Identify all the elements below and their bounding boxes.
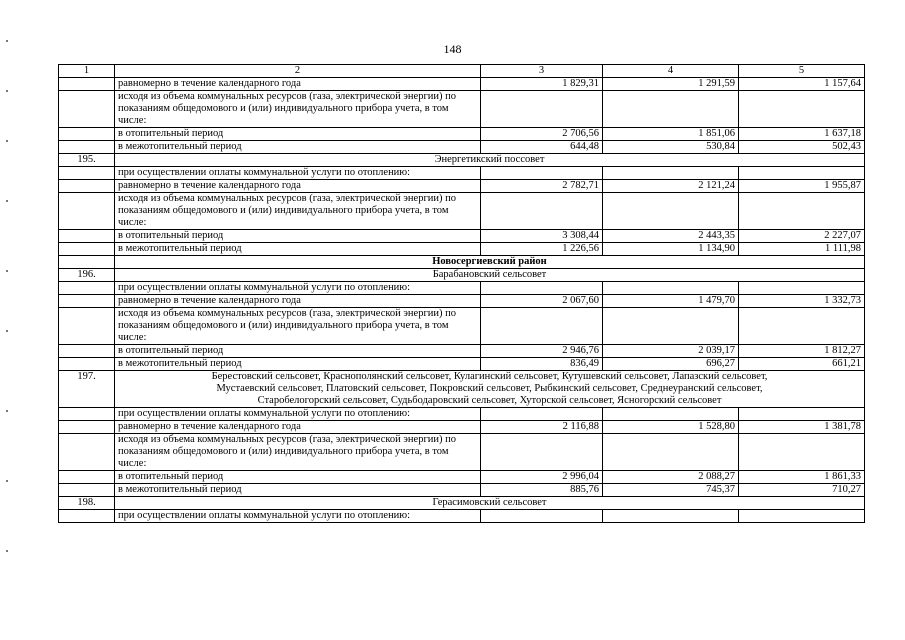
row-number-cell: [59, 471, 115, 484]
row-description: в межотопительный период: [115, 141, 481, 154]
value-col-4: 1 851,06: [603, 128, 739, 141]
row-number-cell: [59, 193, 115, 230]
value-col-5: [739, 91, 865, 128]
value-col-3: [481, 510, 603, 523]
row-description: равномерно в течение календарного года: [115, 421, 481, 434]
row-number-cell: [59, 230, 115, 243]
row-description: в отопительный период: [115, 128, 481, 141]
row-number-cell: [59, 167, 115, 180]
value-col-3: [481, 167, 603, 180]
row-number-cell: [59, 243, 115, 256]
value-col-5: [739, 434, 865, 471]
table-row: [59, 128, 865, 141]
section-number: 198.: [59, 497, 115, 510]
section-title-line: Старобелогорский сельсовет, Судьбодаровский сельсовет, Хуторской сельсовет, Ясногорский сельсовет: [257, 395, 722, 406]
value-col-5: 1 111,98: [739, 243, 865, 256]
value-col-3: 2 067,60: [481, 295, 603, 308]
value-col-4: 2 121,24: [603, 180, 739, 193]
tariff-table: [58, 64, 865, 523]
table-row: [59, 471, 865, 484]
value-col-5: 502,43: [739, 141, 865, 154]
header-col-2: 2: [115, 65, 481, 78]
margin-marks: [6, 30, 10, 590]
row-number-cell: [59, 308, 115, 345]
value-col-5: 1 861,33: [739, 471, 865, 484]
section-number: 197.: [59, 371, 115, 408]
value-col-5: [739, 408, 865, 421]
page-number: 148: [443, 42, 462, 56]
table-row: [59, 510, 865, 523]
value-col-5: [739, 510, 865, 523]
value-col-5: [739, 167, 865, 180]
value-col-5: 710,27: [739, 484, 865, 497]
value-col-3: [481, 193, 603, 230]
row-number-cell: [59, 434, 115, 471]
header-col-4: 4: [603, 65, 739, 78]
value-col-3: 3 308,44: [481, 230, 603, 243]
value-col-3: 1 226,56: [481, 243, 603, 256]
value-col-3: 836,49: [481, 358, 603, 371]
section-title: Барабановский сельсовет: [115, 269, 865, 282]
table-row: [59, 497, 865, 510]
table-row: [59, 371, 865, 408]
district-title: Новосергиевский район: [115, 256, 865, 269]
value-col-4: 696,27: [603, 358, 739, 371]
section-title: Герасимовский сельсовет: [115, 497, 865, 510]
value-col-4: 530,84: [603, 141, 739, 154]
row-number-cell: [59, 180, 115, 193]
value-col-5: 1 955,87: [739, 180, 865, 193]
row-number-cell: [59, 128, 115, 141]
value-col-4: 2 443,35: [603, 230, 739, 243]
section-number: 196.: [59, 269, 115, 282]
value-col-5: 1 637,18: [739, 128, 865, 141]
value-col-3: 2 996,04: [481, 471, 603, 484]
row-description: исходя из объема коммунальных ресурсов (газа, электрической энергии) по показаниям общедомового и (или) индивидуального прибора учета, в том числе:: [115, 91, 481, 128]
table-row: [59, 91, 865, 128]
row-number-cell: [59, 91, 115, 128]
row-description: исходя из объема коммунальных ресурсов (газа, электрической энергии) по показаниям общедомового и (или) индивидуального прибора учета, в том числе:: [115, 308, 481, 345]
table-row: [59, 434, 865, 471]
value-col-5: 1 157,64: [739, 78, 865, 91]
row-number-cell: [59, 282, 115, 295]
table-row: [59, 295, 865, 308]
table-row: [59, 269, 865, 282]
row-number-cell: [59, 408, 115, 421]
value-col-3: 1 829,31: [481, 78, 603, 91]
section-number: 195.: [59, 154, 115, 167]
table-row: [59, 408, 865, 421]
value-col-3: [481, 434, 603, 471]
section-title-line: Мустаевский сельсовет, Платовский сельсовет, Покровский сельсовет, Рыбкинский сельсовет, Среднеуранский сельсовет,: [216, 383, 763, 394]
row-number-cell: [59, 256, 115, 269]
value-col-5: 1 332,73: [739, 295, 865, 308]
table-row: [59, 308, 865, 345]
value-col-4: [603, 510, 739, 523]
row-description: в отопительный период: [115, 345, 481, 358]
row-description: в межотопительный период: [115, 243, 481, 256]
value-col-3: [481, 308, 603, 345]
value-col-5: 1 812,27: [739, 345, 865, 358]
value-col-5: [739, 193, 865, 230]
row-description: равномерно в течение календарного года: [115, 78, 481, 91]
value-col-4: 1 479,70: [603, 295, 739, 308]
value-col-3: [481, 282, 603, 295]
row-description: при осуществлении оплаты коммунальной услуги по отоплению:: [115, 408, 481, 421]
section-title-multiline: [115, 371, 865, 408]
row-description: в межотопительный период: [115, 484, 481, 497]
row-description: в отопительный период: [115, 230, 481, 243]
header-col-5: 5: [739, 65, 865, 78]
value-col-4: 1 291,59: [603, 78, 739, 91]
row-number-cell: [59, 78, 115, 91]
value-col-4: [603, 408, 739, 421]
row-description: в отопительный период: [115, 471, 481, 484]
row-description: равномерно в течение календарного года: [115, 295, 481, 308]
row-description: равномерно в течение календарного года: [115, 180, 481, 193]
value-col-4: 2 088,27: [603, 471, 739, 484]
table-row: [59, 282, 865, 295]
value-col-4: [603, 91, 739, 128]
row-description: исходя из объема коммунальных ресурсов (газа, электрической энергии) по показаниям общедомового и (или) индивидуального прибора учета, в том числе:: [115, 434, 481, 471]
header-row: [59, 65, 865, 78]
value-col-4: 1 528,80: [603, 421, 739, 434]
value-col-3: 2 946,76: [481, 345, 603, 358]
table-row: [59, 193, 865, 230]
value-col-3: 885,76: [481, 484, 603, 497]
row-number-cell: [59, 510, 115, 523]
row-description: при осуществлении оплаты коммунальной услуги по отоплению:: [115, 167, 481, 180]
section-title-line: Берестовский сельсовет, Краснополянский сельсовет, Кулагинский сельсовет, Кутушевский сельсовет, Лапазский сельсовет,: [211, 371, 768, 382]
table-row: [59, 180, 865, 193]
value-col-3: 644,48: [481, 141, 603, 154]
value-col-5: 1 381,78: [739, 421, 865, 434]
row-number-cell: [59, 484, 115, 497]
row-description: при осуществлении оплаты коммунальной услуги по отоплению:: [115, 282, 481, 295]
table-row: [59, 358, 865, 371]
row-number-cell: [59, 358, 115, 371]
table-row: [59, 243, 865, 256]
value-col-3: [481, 408, 603, 421]
value-col-4: [603, 167, 739, 180]
table-row: [59, 256, 865, 269]
table-row: [59, 154, 865, 167]
value-col-4: [603, 282, 739, 295]
value-col-5: 661,21: [739, 358, 865, 371]
value-col-4: [603, 308, 739, 345]
value-col-4: 745,37: [603, 484, 739, 497]
value-col-5: 2 227,07: [739, 230, 865, 243]
value-col-3: 2 782,71: [481, 180, 603, 193]
value-col-3: 2 706,56: [481, 128, 603, 141]
row-number-cell: [59, 421, 115, 434]
value-col-5: [739, 308, 865, 345]
value-col-4: 1 134,90: [603, 243, 739, 256]
value-col-4: [603, 434, 739, 471]
table-row: [59, 345, 865, 358]
row-description: в межотопительный период: [115, 358, 481, 371]
table-row: [59, 484, 865, 497]
header-col-1: 1: [59, 65, 115, 78]
row-number-cell: [59, 345, 115, 358]
row-description: исходя из объема коммунальных ресурсов (газа, электрической энергии) по показаниям общедомового и (или) индивидуального прибора учета, в том числе:: [115, 193, 481, 230]
row-number-cell: [59, 141, 115, 154]
value-col-4: [603, 193, 739, 230]
table-row: [59, 167, 865, 180]
header-col-3: 3: [481, 65, 603, 78]
row-description: при осуществлении оплаты коммунальной услуги по отоплению:: [115, 510, 481, 523]
value-col-4: 2 039,17: [603, 345, 739, 358]
table-row: [59, 421, 865, 434]
value-col-5: [739, 282, 865, 295]
value-col-3: 2 116,88: [481, 421, 603, 434]
table-row: [59, 141, 865, 154]
table-body: [59, 78, 865, 523]
table-row: [59, 78, 865, 91]
value-col-3: [481, 91, 603, 128]
row-number-cell: [59, 295, 115, 308]
table-row: [59, 230, 865, 243]
section-title: Энергетикский поссовет: [115, 154, 865, 167]
